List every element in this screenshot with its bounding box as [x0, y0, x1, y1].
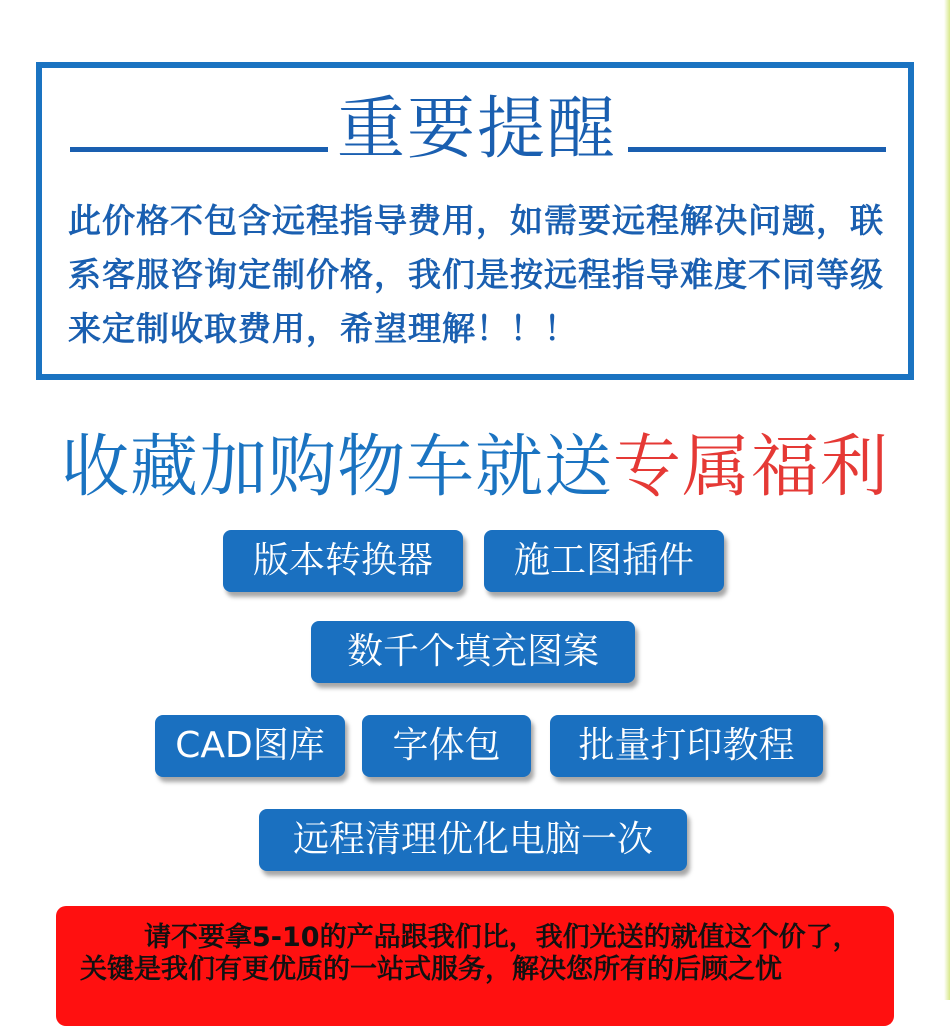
benefit-construction-plugin-button[interactable]: 施工图插件	[484, 530, 724, 592]
title-divider-left	[70, 147, 328, 152]
warning-banner	[56, 906, 894, 1026]
benefit-font-pack-button[interactable]: 字体包	[362, 715, 531, 777]
notice-body-text: 此价格不包含远程指导费用，如需要远程解决问题，联系客服咨询定制价格，我们是按远程指导难度不同等级来定制收取费用，希望理解！！！	[68, 201, 884, 348]
title-divider-right	[628, 147, 886, 152]
benefit-version-converter-button[interactable]: 版本转换器	[223, 530, 463, 592]
benefit-batch-print-tutorial-button[interactable]: 批量打印教程	[550, 715, 823, 777]
benefit-cad-library-button[interactable]: CAD图库	[155, 715, 345, 777]
promo-headline-blue: 收藏加购物车就送	[60, 428, 613, 507]
notice-title: 重要提醒	[336, 90, 617, 169]
benefit-hatch-patterns-button[interactable]: 数千个填充图案	[311, 621, 635, 683]
benefit-remote-cleanup-button[interactable]: 远程清理优化电脑一次	[259, 809, 687, 871]
warning-text: 请不要拿5-10的产品跟我们比，我们光送的就值这个价了，关键是我们有更优质的一站式服务，解决您所有的后顾之忧	[80, 922, 860, 985]
promo-headline	[0, 428, 950, 508]
notice-title-row	[42, 90, 908, 170]
important-notice-box	[36, 62, 914, 380]
promo-headline-red: 专属福利	[613, 428, 890, 507]
